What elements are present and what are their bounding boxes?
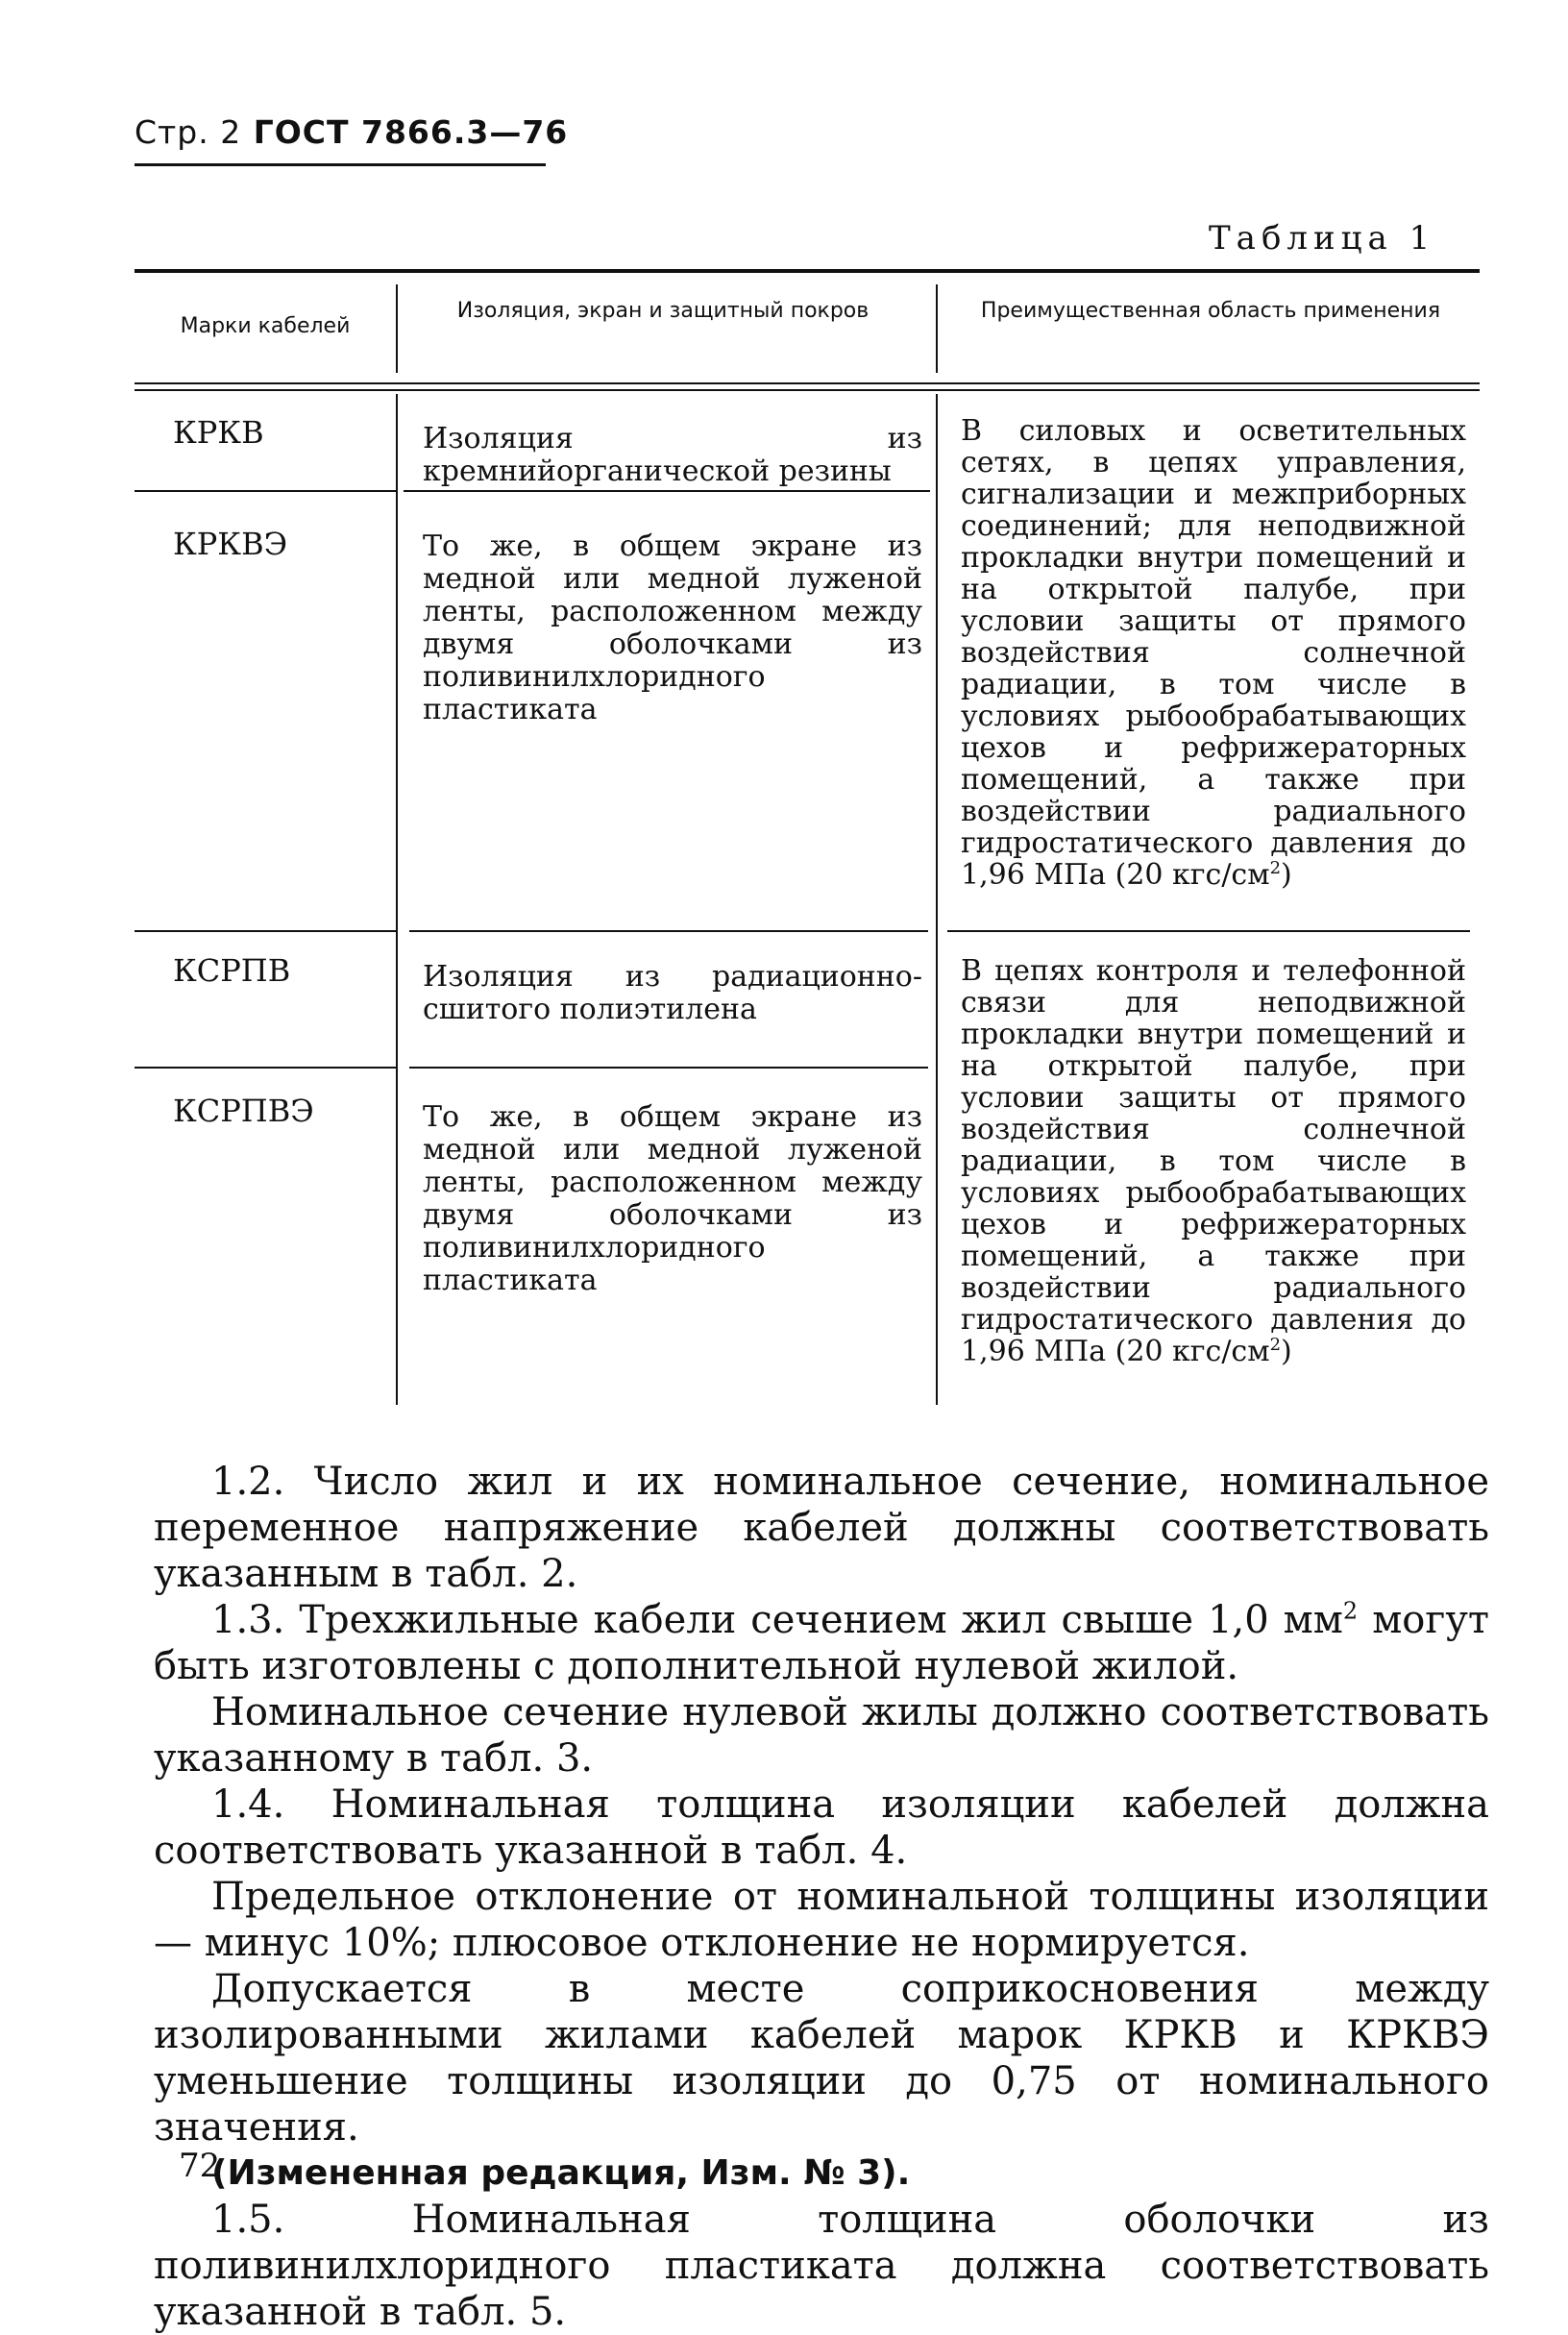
header-divider (396, 284, 398, 373)
cable-mark: КРКВ (173, 414, 264, 451)
row-separator (409, 1067, 928, 1069)
column-divider (936, 394, 938, 1405)
superscript: 2 (1342, 1597, 1359, 1625)
insulation-description: Изоляция из радиационно-сшитого полиэтилена (423, 960, 922, 1026)
superscript: 2 (1269, 1335, 1282, 1355)
body-text (154, 1459, 1489, 2335)
superscript: 2 (1269, 858, 1282, 878)
cable-mark: КСРПВЭ (173, 1093, 314, 1129)
application-area (961, 955, 1466, 1367)
row-separator (404, 490, 930, 492)
paragraph-neutral-core: Номинальное сечение нулевой жилы должно соответствовать указанному в табл. 3. (154, 1690, 1489, 1781)
table-caption: Таблица 1 (1209, 219, 1436, 258)
table-top-rule (135, 269, 1480, 273)
insulation-description: Изоляция из кремнийорганической резины (423, 422, 922, 488)
paragraph-text: могут быть изготовлены с дополнительной нулевой жилой. (154, 1598, 1490, 1688)
paragraph-1-2: 1.2. Число жил и их номинальное сечение, номинальное переменное напряжение кабелей должны соответствовать указанным в табл. 2. (154, 1460, 1489, 1596)
header-underline (135, 163, 546, 166)
row-separator (135, 930, 396, 932)
cable-mark: КРКВЭ (173, 526, 288, 562)
page-label: Стр. 2 (135, 113, 242, 151)
paragraph-1-4: 1.4. Номинальная толщина изоляции кабелей должна соответствовать указанной в табл. 4. (154, 1782, 1489, 1873)
row-separator (135, 490, 396, 492)
application-area (961, 415, 1466, 891)
paragraph-deviation: Предельное отклонение от номинальной толщины изоляции — минус 10%; плюсовое отклонение не нормируется. (154, 1875, 1489, 1965)
page-header (135, 113, 568, 151)
cable-mark: КСРПВ (173, 952, 291, 989)
paragraph-allowance: Допускается в месте соприкосновения между изолированными жилами кабелей марок КРКВ и КРКВЭ уменьшение толщины изоляции до 0,75 от номинального значения. (154, 1967, 1489, 2150)
column-header-marks: Марки кабелей (180, 314, 351, 338)
amendment-note: (Измененная редакция, Изм. № 3). (211, 2153, 911, 2193)
paragraph-1-3 (154, 1597, 1489, 1689)
application-text: В цепях контроля и телефонной связи для неподвижной прокладки внутри помещений и на открытой палубе, при условии защиты от прямого воздействия солнечной радиации, в том числе в условиях рыбообрабатывающих цехов и рефрижераторных помещений, а также при воздействии радиального гидростатического давления до 1,96 МПа (20 кгс/см (961, 954, 1466, 1368)
closing-paren: ) (1281, 1335, 1292, 1368)
application-text: В силовых и осветительных сетях, в цепях управления, сигнализации и межприборных соединений; для неподвижной прокладки внутри помещений и на открытой палубе, при условии защиты от прямого воздействия солнечной радиации, в том числе в условиях рыбообрабатывающих цехов и рефрижераторных помещений, а также при воздействии радиального гидростатического давления до 1,96 МПа (20 кгс/см (961, 414, 1466, 892)
closing-paren: ) (1281, 858, 1292, 892)
column-divider (396, 394, 398, 1405)
page-number: 72 (179, 2147, 221, 2185)
insulation-description: То же, в общем экране из медной или медной луженой ленты, расположенном между двумя оболочками из поливинилхлоридного пластиката (423, 1100, 922, 1297)
header-double-rule (135, 389, 1480, 391)
column-header-application: Преимущественная область применения (980, 299, 1441, 323)
row-separator (947, 930, 1470, 932)
column-header-insulation: Изоляция, экран и защитный покров (456, 299, 870, 323)
row-separator (409, 930, 928, 932)
header-double-rule (135, 382, 1480, 384)
paragraph-text: 1.3. Трехжильные кабели сечением жил свыше 1,0 мм (211, 1598, 1343, 1642)
row-separator (135, 1067, 396, 1069)
standard-title: ГОСТ 7866.3—76 (253, 113, 569, 151)
cable-table (135, 269, 1480, 1405)
paragraph-1-5: 1.5. Номинальная толщина оболочки из поливинилхлоридного пластиката должна соответствовать указанной в табл. 5. (154, 2198, 1489, 2334)
header-divider (936, 284, 938, 373)
insulation-description: То же, в общем экране из медной или медной луженой ленты, расположенном между двумя оболочками из поливинилхлоридного пластиката (423, 529, 922, 726)
